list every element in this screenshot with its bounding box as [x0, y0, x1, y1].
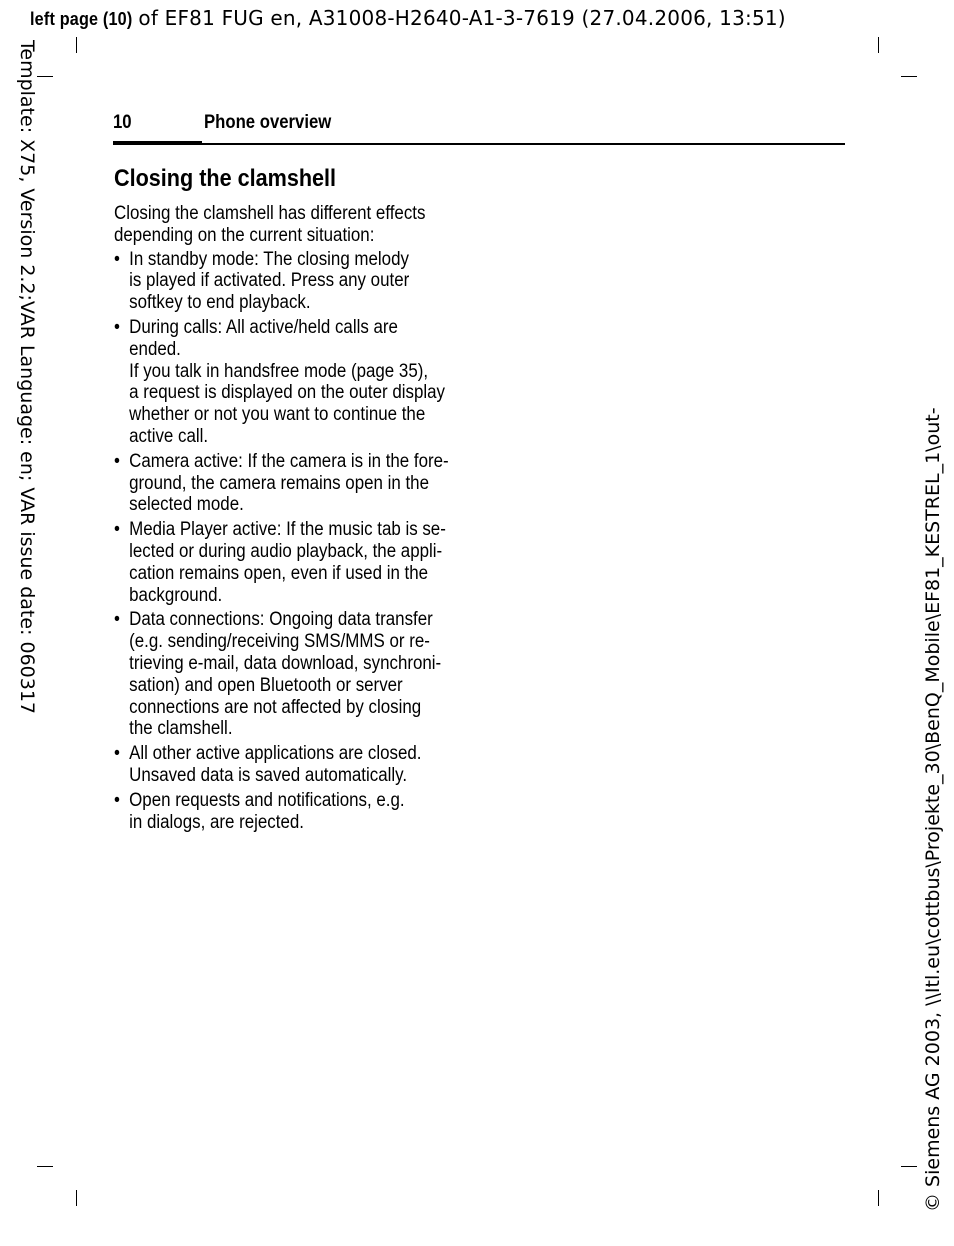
bullet-list	[114, 249, 461, 834]
list-item-line: the clamshell.	[129, 718, 233, 740]
list-item-line: In standby mode: The closing melody	[129, 248, 409, 270]
list-item-line: sation) and open Bluetooth or server	[129, 674, 403, 696]
bullet-marker: •	[114, 450, 120, 472]
bullet-marker: •	[114, 316, 120, 338]
list-item	[114, 790, 461, 834]
section-title: Phone overview	[204, 112, 332, 133]
intro-line: Closing the clamshell has different effects	[114, 203, 426, 224]
print-slug	[30, 6, 786, 30]
list-item-line: Camera active: If the camera is in the fore-	[129, 450, 449, 472]
section-heading: Closing the clamshell	[114, 165, 337, 192]
list-item-line: During calls: All active/held calls are	[129, 316, 398, 338]
list-item	[114, 609, 461, 740]
list-item-line: trieving e-mail, data download, synchroni-	[129, 652, 442, 674]
bullet-marker: •	[114, 248, 120, 270]
copyright-path-vertical: © Siemens AG 2003, \\Itl.eu\cottbus\Projekte_30\BenQ_Mobile\EF81_KESTREL_1\out-	[922, 407, 944, 1212]
list-item-line: All other active applications are closed.	[129, 743, 422, 765]
list-item-line: active call.	[129, 425, 209, 447]
crop-mark	[901, 1166, 917, 1167]
template-info-vertical: Template: X75, Version 2.2;VAR Language: en; VAR issue date: 060317	[16, 40, 38, 715]
crop-mark	[37, 76, 53, 77]
list-item-line: Media Player active: If the music tab is se-	[129, 519, 446, 541]
list-item-line: is played if activated. Press any outer	[129, 270, 410, 292]
crop-mark	[878, 1190, 879, 1206]
crop-mark	[76, 1190, 77, 1206]
list-item-line: Open requests and notifications, e.g.	[129, 789, 405, 811]
list-item-line: ended.	[129, 338, 181, 360]
page-number: 10	[113, 112, 132, 133]
main-content	[114, 165, 494, 836]
list-item-line: cation remains open, even if used in the	[129, 562, 429, 584]
crop-mark	[76, 37, 77, 53]
list-item-line: connections are not affected by closing	[129, 696, 422, 718]
list-item-line: Unsaved data is saved automatically.	[129, 764, 408, 786]
list-item	[114, 249, 461, 314]
running-header	[113, 112, 845, 146]
list-item-line: If you talk in handsfree mode (page 35),	[129, 360, 429, 382]
slug-page-label: left page (10)	[30, 9, 133, 29]
crop-mark	[37, 1166, 53, 1167]
bullet-marker: •	[114, 743, 120, 765]
list-item-line: Data connections: Ongoing data transfer	[129, 609, 433, 631]
body-text	[114, 203, 461, 833]
list-item-line: background.	[129, 584, 223, 606]
list-item	[114, 317, 461, 448]
bullet-marker: •	[114, 519, 120, 541]
bullet-marker: •	[114, 789, 120, 811]
intro-paragraph	[114, 203, 461, 247]
slug-document-info: of EF81 FUG en, A31008-H2640-A1-3-7619 (27.04.2006, 13:51)	[138, 6, 786, 30]
list-item	[114, 519, 461, 606]
header-rule-thick	[113, 141, 202, 145]
header-rule	[202, 143, 845, 145]
list-item-line: softkey to end playback.	[129, 292, 311, 314]
list-item-line: whether or not you want to continue the	[129, 404, 426, 426]
list-item-line: a request is displayed on the outer display	[129, 382, 445, 404]
intro-line: depending on the current situation:	[114, 224, 375, 246]
crop-mark	[901, 76, 917, 77]
list-item-line: ground, the camera remains open in the	[129, 472, 430, 494]
list-item	[114, 451, 461, 516]
crop-mark	[878, 37, 879, 53]
list-item-line: in dialogs, are rejected.	[129, 811, 304, 833]
list-item-line: (e.g. sending/receiving SMS/MMS or re-	[129, 631, 430, 653]
list-item-line: lected or during audio playback, the appli-	[129, 540, 443, 562]
list-item	[114, 743, 461, 787]
list-item-line: selected mode.	[129, 494, 244, 516]
bullet-marker: •	[114, 609, 120, 631]
